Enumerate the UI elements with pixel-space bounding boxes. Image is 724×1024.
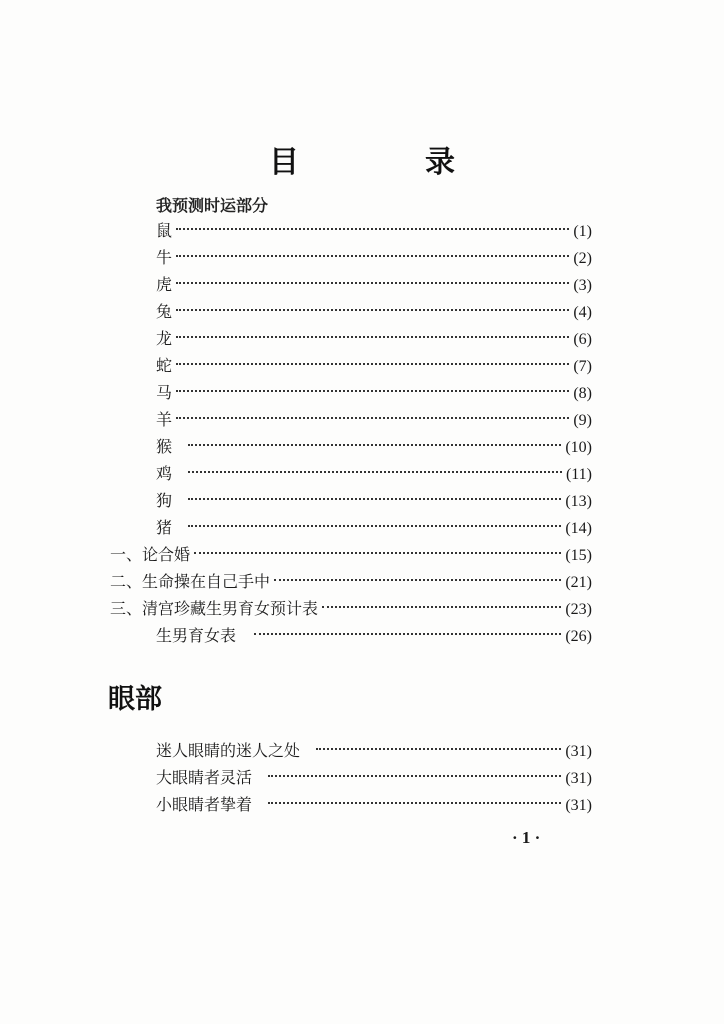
toc-entry-label: 生男育女表 (156, 626, 237, 645)
toc-entry-small-eyes (156, 794, 592, 816)
dot-leader (176, 309, 569, 311)
toc-entry-page: (31) (565, 797, 592, 814)
toc-entry-horse (156, 382, 592, 404)
toc-entry-label: 鸡 (156, 464, 173, 483)
toc-entry-rat (156, 220, 592, 242)
toc-entry-label: 龙 (156, 329, 173, 348)
toc-entry-label: 羊 (156, 410, 173, 429)
dot-leader (188, 525, 561, 527)
toc-entry-page: (26) (565, 628, 592, 645)
dot-leader (176, 228, 569, 230)
toc-entry-dog (156, 490, 592, 512)
toc-entry-label: 猴 (156, 437, 173, 456)
toc-entry-label: 狗 (156, 491, 173, 510)
toc-entry-label: 蛇 (156, 356, 173, 375)
toc-entry-tiger (156, 274, 592, 296)
dot-leader (268, 775, 561, 777)
toc-entry-page: (31) (565, 743, 592, 760)
toc-entry-page: (9) (573, 412, 592, 429)
toc-entry-big-eyes (156, 767, 592, 789)
toc-entry-label: 小眼睛者挚着 (156, 795, 253, 814)
toc-entry-page: (6) (573, 331, 592, 348)
dot-leader (188, 471, 562, 473)
toc-entry-label: 二、生命操在自己手中 (110, 572, 271, 591)
toc-entry-label: 兔 (156, 302, 173, 321)
dot-leader (188, 498, 561, 500)
toc-entry-page: (14) (565, 520, 592, 537)
toc-entry-monkey (156, 436, 592, 458)
toc-entry-ox (156, 247, 592, 269)
toc-entry-label: 牛 (156, 248, 173, 267)
toc-entry-page: (1) (573, 223, 592, 240)
dot-leader (176, 390, 569, 392)
dot-leader (316, 748, 561, 750)
toc-entry-snake (156, 355, 592, 377)
section-heading: 我预测时运部分 (156, 196, 269, 215)
toc-entry-page: (11) (565, 466, 592, 483)
toc-entry-label: 鼠 (156, 221, 173, 240)
toc-entry-rabbit (156, 301, 592, 323)
dot-leader (176, 255, 569, 257)
toc-entry-birth-table (156, 625, 592, 647)
dot-leader (254, 633, 561, 635)
toc-entry-label: 马 (156, 383, 173, 402)
toc-entry-rooster (156, 463, 592, 485)
dot-leader (176, 336, 569, 338)
toc-entry-label: 迷人眼睛的迷人之处 (156, 741, 301, 760)
page-number: · 1 · (512, 828, 541, 847)
toc-entry-page: (21) (565, 574, 592, 591)
toc-entry-chapter-2 (110, 571, 592, 593)
dot-leader (176, 282, 569, 284)
toc-entry-page: (7) (573, 358, 592, 375)
toc-entry-page: (10) (565, 439, 592, 456)
toc-entry-chapter-3 (110, 598, 592, 620)
dot-leader (188, 444, 561, 446)
dot-leader (176, 417, 569, 419)
toc-entry-charming-eyes (156, 740, 592, 762)
dot-leader (322, 606, 561, 608)
toc-entry-page: (13) (565, 493, 592, 510)
dot-leader (176, 363, 569, 365)
toc-entry-label: 虎 (156, 275, 173, 294)
toc-entry-chapter-1 (110, 544, 592, 566)
toc-entry-label: 猪 (156, 518, 173, 537)
toc-entry-page: (31) (565, 770, 592, 787)
dot-leader (274, 579, 561, 581)
toc-entry-label: 大眼睛者灵活 (156, 768, 253, 787)
dot-leader (268, 802, 561, 804)
toc-entry-page: (3) (573, 277, 592, 294)
toc-entry-page: (8) (573, 385, 592, 402)
toc-entry-pig (156, 517, 592, 539)
toc-entry-goat (156, 409, 592, 431)
eye-section-heading: 眼部 (108, 684, 162, 715)
toc-entry-page: (4) (573, 304, 592, 321)
toc-entry-label: 一、论合婚 (110, 545, 191, 564)
toc-entry-label: 三、清宫珍藏生男育女预计表 (110, 599, 319, 618)
toc-entry-page: (15) (565, 547, 592, 564)
toc-entry-page: (2) (573, 250, 592, 267)
page-title: 目 录 (269, 145, 503, 180)
toc-entry-dragon (156, 328, 592, 350)
dot-leader (194, 552, 561, 554)
toc-entry-page: (23) (565, 601, 592, 618)
